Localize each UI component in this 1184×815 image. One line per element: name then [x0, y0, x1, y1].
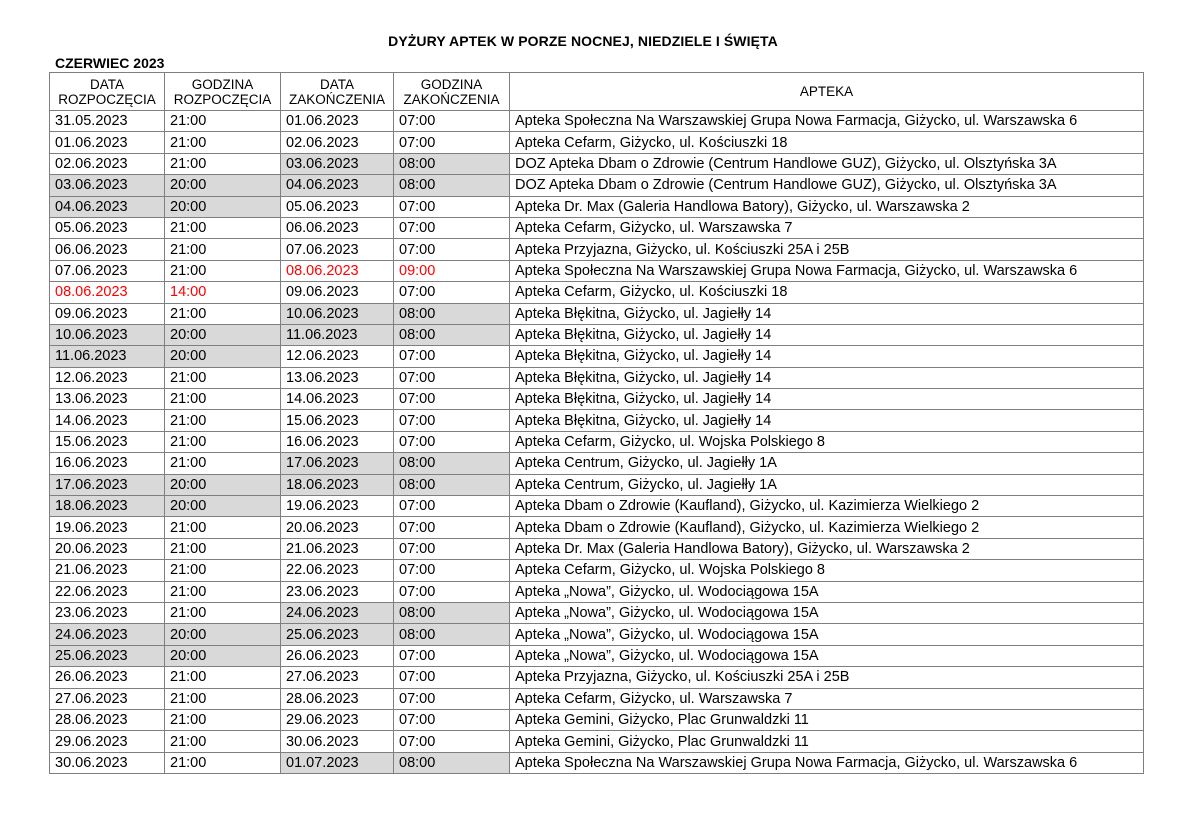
cell-pharmacy: Apteka Cefarm, Giżycko, ul. Wojska Polskiego 8 — [510, 560, 1144, 581]
table-row — [50, 538, 1144, 559]
cell-end-time: 07:00 — [394, 282, 510, 303]
table-row — [50, 196, 1144, 217]
cell-end-time: 07:00 — [394, 688, 510, 709]
cell-start-date: 03.06.2023 — [50, 175, 165, 196]
cell-start-time: 20:00 — [165, 175, 281, 196]
cell-start-time: 20:00 — [165, 346, 281, 367]
cell-end-date: 09.06.2023 — [281, 282, 394, 303]
cell-start-date: 07.06.2023 — [50, 260, 165, 281]
cell-start-time: 21:00 — [165, 517, 281, 538]
cell-pharmacy: Apteka „Nowa”, Giżycko, ul. Wodociągowa 15A — [510, 581, 1144, 602]
month-label: CZERWIEC 2023 — [55, 55, 165, 71]
cell-start-time: 21:00 — [165, 581, 281, 602]
cell-start-date: 08.06.2023 — [50, 282, 165, 303]
cell-end-time: 07:00 — [394, 217, 510, 238]
cell-start-time: 21:00 — [165, 303, 281, 324]
cell-end-date: 07.06.2023 — [281, 239, 394, 260]
cell-pharmacy: Apteka Błękitna, Giżycko, ul. Jagiełły 14 — [510, 367, 1144, 388]
cell-end-time: 07:00 — [394, 346, 510, 367]
header-pharmacy: APTEKA — [510, 73, 1144, 111]
cell-start-date: 23.06.2023 — [50, 602, 165, 623]
cell-start-date: 20.06.2023 — [50, 538, 165, 559]
cell-end-date: 28.06.2023 — [281, 688, 394, 709]
cell-end-date: 05.06.2023 — [281, 196, 394, 217]
cell-start-date: 26.06.2023 — [50, 667, 165, 688]
cell-pharmacy: Apteka Błękitna, Giżycko, ul. Jagiełły 14 — [510, 324, 1144, 345]
cell-pharmacy: Apteka „Nowa”, Giżycko, ul. Wodociągowa 15A — [510, 645, 1144, 666]
table-row — [50, 410, 1144, 431]
cell-start-time: 20:00 — [165, 196, 281, 217]
cell-end-date: 27.06.2023 — [281, 667, 394, 688]
cell-end-time: 07:00 — [394, 560, 510, 581]
cell-start-time: 21:00 — [165, 239, 281, 260]
cell-pharmacy: Apteka Cefarm, Giżycko, ul. Kościuszki 18 — [510, 282, 1144, 303]
cell-start-date: 17.06.2023 — [50, 474, 165, 495]
cell-end-time: 07:00 — [394, 410, 510, 431]
cell-start-time: 21:00 — [165, 111, 281, 132]
cell-pharmacy: Apteka Błękitna, Giżycko, ul. Jagiełły 14 — [510, 346, 1144, 367]
cell-start-date: 30.06.2023 — [50, 752, 165, 773]
header-start-date-line2: ROZPOCZĘCIA — [58, 91, 156, 107]
cell-end-date: 06.06.2023 — [281, 217, 394, 238]
table-row — [50, 282, 1144, 303]
cell-end-time: 07:00 — [394, 581, 510, 602]
table-row — [50, 217, 1144, 238]
cell-start-date: 28.06.2023 — [50, 709, 165, 730]
cell-end-date: 01.07.2023 — [281, 752, 394, 773]
cell-start-date: 15.06.2023 — [50, 431, 165, 452]
cell-end-date: 29.06.2023 — [281, 709, 394, 730]
cell-end-date: 16.06.2023 — [281, 431, 394, 452]
cell-pharmacy: Apteka Społeczna Na Warszawskiej Grupa Nowa Farmacja, Giżycko, ul. Warszawska 6 — [510, 260, 1144, 281]
cell-end-date: 18.06.2023 — [281, 474, 394, 495]
cell-end-date: 19.06.2023 — [281, 496, 394, 517]
cell-start-time: 21:00 — [165, 538, 281, 559]
cell-start-date: 05.06.2023 — [50, 217, 165, 238]
cell-start-time: 20:00 — [165, 324, 281, 345]
cell-start-time: 21:00 — [165, 602, 281, 623]
cell-pharmacy: Apteka Dbam o Zdrowie (Kaufland), Giżycko, ul. Kazimierza Wielkiego 2 — [510, 496, 1144, 517]
cell-pharmacy: Apteka Błękitna, Giżycko, ul. Jagiełły 14 — [510, 389, 1144, 410]
duty-table — [49, 72, 1144, 774]
cell-start-time: 21:00 — [165, 453, 281, 474]
cell-end-time: 08:00 — [394, 752, 510, 773]
cell-start-date: 12.06.2023 — [50, 367, 165, 388]
table-row — [50, 175, 1144, 196]
cell-start-date: 22.06.2023 — [50, 581, 165, 602]
table-row — [50, 453, 1144, 474]
cell-end-date: 30.06.2023 — [281, 731, 394, 752]
table-row — [50, 645, 1144, 666]
cell-end-date: 20.06.2023 — [281, 517, 394, 538]
cell-start-date: 13.06.2023 — [50, 389, 165, 410]
cell-start-time: 20:00 — [165, 496, 281, 517]
table-row — [50, 239, 1144, 260]
cell-end-date: 03.06.2023 — [281, 153, 394, 174]
cell-start-date: 31.05.2023 — [50, 111, 165, 132]
cell-end-date: 21.06.2023 — [281, 538, 394, 559]
cell-end-date: 22.06.2023 — [281, 560, 394, 581]
cell-start-date: 29.06.2023 — [50, 731, 165, 752]
cell-start-time: 21:00 — [165, 217, 281, 238]
table-row — [50, 346, 1144, 367]
cell-end-time: 07:00 — [394, 538, 510, 559]
cell-pharmacy: Apteka „Nowa”, Giżycko, ul. Wodociągowa 15A — [510, 624, 1144, 645]
cell-start-time: 21:00 — [165, 709, 281, 730]
cell-end-date: 01.06.2023 — [281, 111, 394, 132]
table-row — [50, 752, 1144, 773]
cell-pharmacy: Apteka Społeczna Na Warszawskiej Grupa Nowa Farmacja, Giżycko, ul. Warszawska 6 — [510, 752, 1144, 773]
cell-start-date: 04.06.2023 — [50, 196, 165, 217]
cell-end-time: 08:00 — [394, 175, 510, 196]
cell-end-time: 07:00 — [394, 431, 510, 452]
cell-start-date: 02.06.2023 — [50, 153, 165, 174]
table-row — [50, 602, 1144, 623]
cell-pharmacy: Apteka Dr. Max (Galeria Handlowa Batory), Giżycko, ul. Warszawska 2 — [510, 538, 1144, 559]
cell-start-time: 21:00 — [165, 153, 281, 174]
cell-end-time: 07:00 — [394, 496, 510, 517]
cell-end-time: 08:00 — [394, 303, 510, 324]
cell-pharmacy: Apteka Centrum, Giżycko, ul. Jagiełły 1A — [510, 453, 1144, 474]
cell-end-date: 13.06.2023 — [281, 367, 394, 388]
cell-start-date: 01.06.2023 — [50, 132, 165, 153]
cell-start-date: 10.06.2023 — [50, 324, 165, 345]
cell-pharmacy: Apteka Gemini, Giżycko, Plac Grunwaldzki 11 — [510, 731, 1144, 752]
cell-end-time: 08:00 — [394, 153, 510, 174]
table-row — [50, 731, 1144, 752]
cell-start-time: 21:00 — [165, 731, 281, 752]
cell-end-time: 07:00 — [394, 517, 510, 538]
cell-start-time: 21:00 — [165, 410, 281, 431]
table-row — [50, 303, 1144, 324]
cell-pharmacy: Apteka Cefarm, Giżycko, ul. Wojska Polskiego 8 — [510, 431, 1144, 452]
document-title: DYŻURY APTEK W PORZE NOCNEJ, NIEDZIELE I ŚWIĘTA — [388, 33, 778, 49]
cell-end-time: 07:00 — [394, 367, 510, 388]
cell-pharmacy: Apteka Gemini, Giżycko, Plac Grunwaldzki 11 — [510, 709, 1144, 730]
header-end-date — [281, 73, 394, 111]
cell-pharmacy: Apteka Przyjazna, Giżycko, ul. Kościuszki 25A i 25B — [510, 667, 1144, 688]
table-row — [50, 709, 1144, 730]
cell-start-date: 18.06.2023 — [50, 496, 165, 517]
cell-end-date: 02.06.2023 — [281, 132, 394, 153]
table-row — [50, 111, 1144, 132]
cell-end-time: 08:00 — [394, 324, 510, 345]
cell-start-time: 21:00 — [165, 260, 281, 281]
cell-end-time: 08:00 — [394, 453, 510, 474]
table-row — [50, 324, 1144, 345]
cell-start-time: 21:00 — [165, 752, 281, 773]
header-end-date-line1: DATA — [319, 76, 354, 92]
cell-start-date: 19.06.2023 — [50, 517, 165, 538]
cell-end-time: 07:00 — [394, 196, 510, 217]
cell-pharmacy: Apteka „Nowa”, Giżycko, ul. Wodociągowa 15A — [510, 602, 1144, 623]
table-row — [50, 624, 1144, 645]
cell-end-time: 07:00 — [394, 731, 510, 752]
cell-pharmacy: Apteka Centrum, Giżycko, ul. Jagiełły 1A — [510, 474, 1144, 495]
table-row — [50, 560, 1144, 581]
cell-end-date: 25.06.2023 — [281, 624, 394, 645]
cell-pharmacy: Apteka Cefarm, Giżycko, ul. Kościuszki 18 — [510, 132, 1144, 153]
cell-start-time: 20:00 — [165, 624, 281, 645]
cell-end-date: 12.06.2023 — [281, 346, 394, 367]
cell-end-date: 14.06.2023 — [281, 389, 394, 410]
header-end-date-line2: ZAKOŃCZENIA — [288, 91, 385, 107]
cell-pharmacy: Apteka Przyjazna, Giżycko, ul. Kościuszki 25A i 25B — [510, 239, 1144, 260]
cell-end-time: 07:00 — [394, 389, 510, 410]
cell-pharmacy: Apteka Dbam o Zdrowie (Kaufland), Giżycko, ul. Kazimierza Wielkiego 2 — [510, 517, 1144, 538]
cell-end-date: 04.06.2023 — [281, 175, 394, 196]
cell-end-time: 08:00 — [394, 474, 510, 495]
cell-start-time: 20:00 — [165, 645, 281, 666]
table-row — [50, 474, 1144, 495]
cell-start-date: 25.06.2023 — [50, 645, 165, 666]
header-start-date — [50, 73, 165, 111]
table-row — [50, 581, 1144, 602]
cell-end-date: 10.06.2023 — [281, 303, 394, 324]
cell-end-time: 07:00 — [394, 645, 510, 666]
cell-pharmacy: Apteka Cefarm, Giżycko, ul. Warszawska 7 — [510, 217, 1144, 238]
cell-pharmacy: Apteka Dr. Max (Galeria Handlowa Batory), Giżycko, ul. Warszawska 2 — [510, 196, 1144, 217]
cell-start-time: 21:00 — [165, 132, 281, 153]
cell-end-time: 08:00 — [394, 602, 510, 623]
cell-pharmacy: Apteka Błękitna, Giżycko, ul. Jagiełły 14 — [510, 303, 1144, 324]
cell-end-date: 15.06.2023 — [281, 410, 394, 431]
cell-start-date: 09.06.2023 — [50, 303, 165, 324]
cell-start-date: 24.06.2023 — [50, 624, 165, 645]
table-row — [50, 431, 1144, 452]
cell-end-date: 23.06.2023 — [281, 581, 394, 602]
cell-start-time: 21:00 — [165, 431, 281, 452]
header-start-date-line1: DATA — [89, 76, 124, 92]
table-row — [50, 667, 1144, 688]
header-start-time-line2: ROZPOCZĘCIA — [173, 91, 272, 107]
table-header — [50, 73, 1144, 111]
cell-end-time: 08:00 — [394, 624, 510, 645]
table-row — [50, 260, 1144, 281]
cell-start-date: 21.06.2023 — [50, 560, 165, 581]
table-row — [50, 389, 1144, 410]
cell-end-time: 07:00 — [394, 111, 510, 132]
cell-start-date: 06.06.2023 — [50, 239, 165, 260]
header-end-time-line1: GODZINA — [420, 76, 483, 92]
header-start-time-line1: GODZINA — [191, 76, 254, 92]
cell-start-time: 21:00 — [165, 667, 281, 688]
cell-end-date: 11.06.2023 — [281, 324, 394, 345]
cell-end-date: 24.06.2023 — [281, 602, 394, 623]
cell-pharmacy: DOZ Apteka Dbam o Zdrowie (Centrum Handlowe GUZ), Giżycko, ul. Olsztyńska 3A — [510, 153, 1144, 174]
header-start-time — [165, 73, 281, 111]
cell-end-time: 07:00 — [394, 667, 510, 688]
table-row — [50, 153, 1144, 174]
cell-end-time: 07:00 — [394, 132, 510, 153]
cell-start-date: 11.06.2023 — [50, 346, 165, 367]
cell-end-time: 09:00 — [394, 260, 510, 281]
cell-pharmacy: Apteka Błękitna, Giżycko, ul. Jagiełły 14 — [510, 410, 1144, 431]
table-row — [50, 496, 1144, 517]
header-end-time — [394, 73, 510, 111]
cell-start-date: 27.06.2023 — [50, 688, 165, 709]
cell-start-date: 16.06.2023 — [50, 453, 165, 474]
cell-pharmacy: DOZ Apteka Dbam o Zdrowie (Centrum Handlowe GUZ), Giżycko, ul. Olsztyńska 3A — [510, 175, 1144, 196]
cell-end-date: 26.06.2023 — [281, 645, 394, 666]
cell-pharmacy: Apteka Społeczna Na Warszawskiej Grupa Nowa Farmacja, Giżycko, ul. Warszawska 6 — [510, 111, 1144, 132]
table-row — [50, 132, 1144, 153]
cell-start-time: 21:00 — [165, 688, 281, 709]
header-end-time-line2: ZAKOŃCZENIA — [403, 91, 500, 107]
table-row — [50, 367, 1144, 388]
table-row — [50, 517, 1144, 538]
cell-end-date: 08.06.2023 — [281, 260, 394, 281]
cell-start-time: 21:00 — [165, 389, 281, 410]
cell-start-time: 21:00 — [165, 367, 281, 388]
cell-end-time: 07:00 — [394, 709, 510, 730]
cell-start-time: 21:00 — [165, 560, 281, 581]
cell-pharmacy: Apteka Cefarm, Giżycko, ul. Warszawska 7 — [510, 688, 1144, 709]
cell-end-date: 17.06.2023 — [281, 453, 394, 474]
table-body — [50, 111, 1144, 774]
cell-start-time: 20:00 — [165, 474, 281, 495]
cell-end-time: 07:00 — [394, 239, 510, 260]
cell-start-date: 14.06.2023 — [50, 410, 165, 431]
cell-start-time: 14:00 — [165, 282, 281, 303]
table-row — [50, 688, 1144, 709]
